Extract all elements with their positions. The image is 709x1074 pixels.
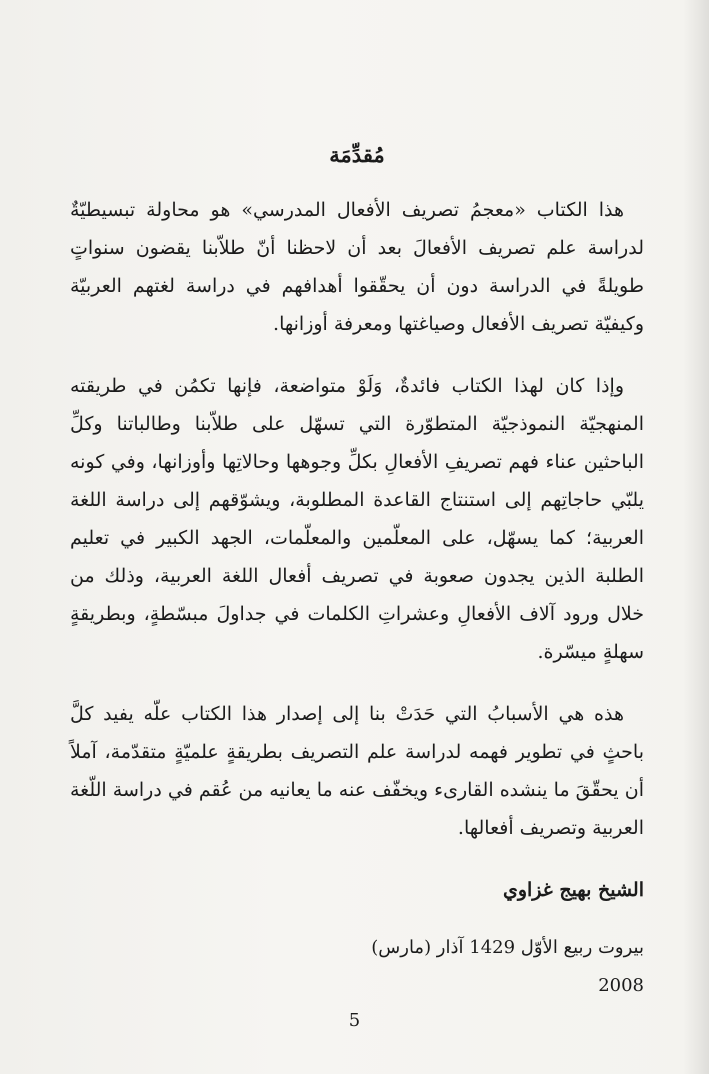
paragraph-3: هذه هي الأسبابُ التي حَدَتْ بنا إلى إصدار هذا الكتاب علّه يفيد كلَّ باحثٍ في تطوير فهمه لدراسة علم التصريف بطريقةٍ علميّةٍ متقدّمة، آملاً أن يحقّقَ ما ينشده القارىء ويخفّف عنه ما يعانيه من عُقم في دراسة اللّغة العربية وتصريف أفعالها. [70, 703, 644, 840]
page-title: مُقدِّمَة [329, 142, 385, 167]
paragraph-2: وإذا كان لهذا الكتاب فائدةٌ، وَلَوْ متواضعة، فإنها تكمُن في طريقته المنهجيّة النموذجيّة المتطوّرة التي تسهّل على طلاّبنا وطالباتنا وكلِّ الباحثين عناء فهم تصريفِ الأفعالِ بكلِّ وجوهها وحالاتِها وأوزانها، وفي كونه يلبّي حاجاتِهم إلى استنتاج القاعدة المطلوبة، ويشوّقهم إلى دراسة اللغة العربية؛ كما يسهّل، على المعلّمين والمعلّمات، الجهد الكبير في تعليم الطلبة الذين يجدون صعوبة في تصريف أفعال اللغة العربية، وذلك من خلال ورود آلاف الأفعالِ وعشراتِ الكلمات في جداولَ مبسّطةٍ، وبطريقةٍ سهلةٍ ميسّرة. [70, 375, 644, 664]
paragraph-1: هذا الكتاب «معجمُ تصريف الأفعال المدرسي» هو محاولة تبسيطيّةٌ لدراسة علم تصريف الأفعالَ بعد أن لاحظنا أنّ طلاّبنا يقضون سنواتٍ طويلةً في الدراسة دون أن يحقّقوا أهدافهم في دراسة لغتهم العربيّة وكيفيّة تصريف الأفعال وصياغتها ومعرفة أوزانها. [70, 199, 644, 336]
page-content [70, 140, 644, 1005]
page-number: 5 [348, 1010, 361, 1031]
spine-shadow [683, 0, 709, 1074]
author-signature: الشيخ بهيج غزاوي [502, 879, 644, 902]
dateline: بيروت ربيع الأوّل 1429 آذار (مارس) 2008 [371, 937, 644, 997]
